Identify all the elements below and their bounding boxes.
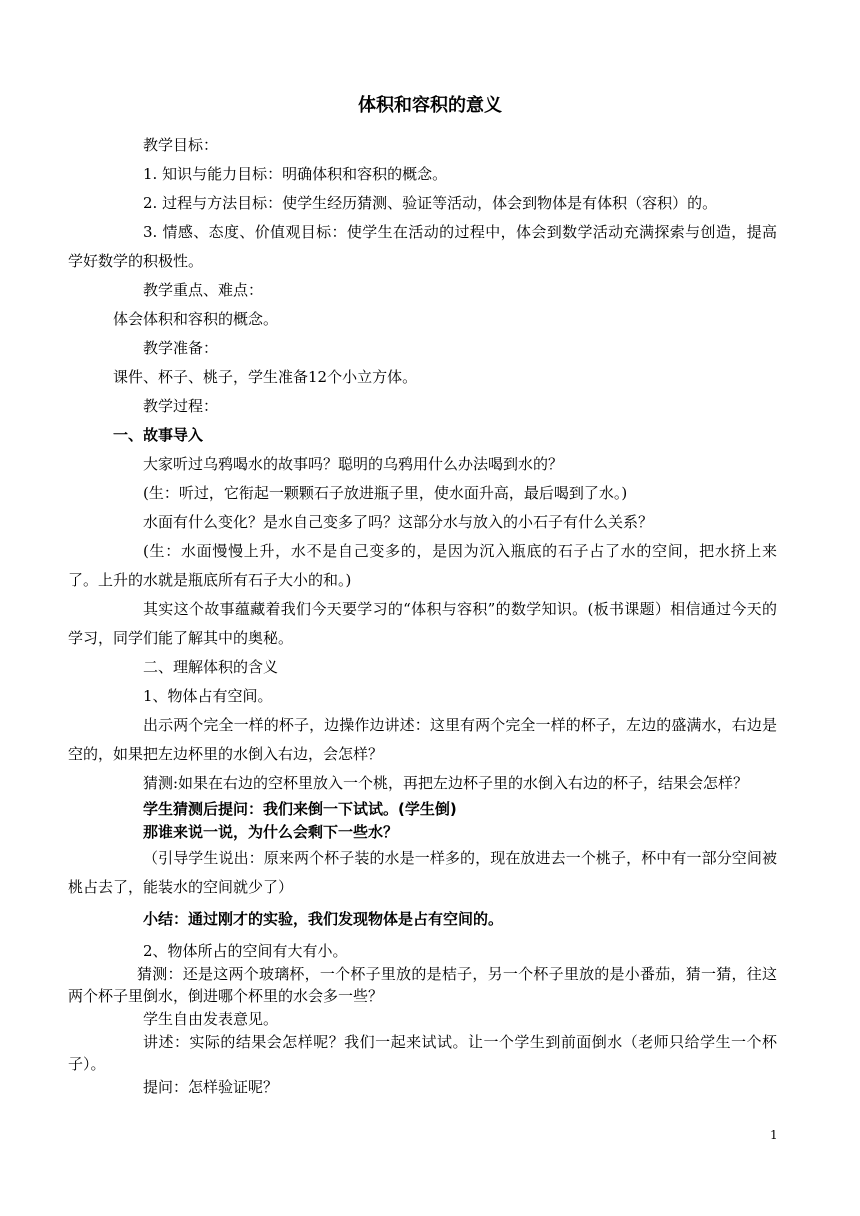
paragraph: 课件、杯子、桃子，学生准备12个小立方体。	[113, 368, 418, 386]
paragraph: （引导学生说出：原来两个杯子装的水是一样多的，现在放进去一个桃子，杯中有一部分空间被桃占去了，能装水的空间就少了）	[68, 849, 777, 896]
paragraph: 教学准备：	[143, 339, 219, 357]
paragraph: 提问：怎样验证呢？	[143, 1078, 279, 1096]
paragraph: 出示两个完全一样的杯子，边操作边讲述：这里有两个完全一样的杯子，左边的盛满水，右边是空的，如果把左边杯里的水倒入右边，会怎样？	[68, 716, 777, 763]
paragraph: 讲述：实际的结果会怎样呢？我们一起来试试。让一个学生到前面倒水（老师只给学生一个杯子）。	[68, 1033, 777, 1073]
paragraph: 1、物体占有空间。	[143, 687, 273, 705]
paragraph: 3. 情感、态度、价值观目标：使学生在活动的过程中，体会到数学活动充满探索与创造，提高学好数学的积极性。	[68, 223, 777, 270]
paragraph: 2、物体所占的空间有大有小。	[143, 942, 348, 960]
document-title: 体积和容积的意义	[358, 95, 502, 116]
paragraph: 其实这个故事蕴藏着我们今天要学习的“体积与容积”的数学知识。(板书课题）相信通过今天的学习，同学们能了解其中的奥秘。	[68, 600, 777, 647]
paragraph: 教学过程：	[143, 397, 219, 415]
paragraph-bold: 学生猜测后提问：我们来倒一下试试。(学生倒)	[143, 800, 457, 818]
paragraph: 2. 过程与方法目标：使学生经历猜测、验证等活动，体会到物体是有体积（容积）的。	[143, 194, 718, 212]
paragraph: (生：水面慢慢上升，水不是自己变多的，是因为沉入瓶底的石子占了水的空间，把水挤上来了。上升的水就是瓶底所有石子大小的和。)	[68, 542, 777, 589]
paragraph: 1. 知识与能力目标：明确体积和容积的概念。	[143, 165, 448, 183]
paragraph-bold: 那谁来说一说，为什么会剩下一些水？	[143, 823, 399, 841]
paragraph: 教学目标：	[143, 136, 219, 154]
paragraph-bold: 小结：通过刚才的实验，我们发现物体是占有空间的。	[143, 910, 504, 928]
paragraph: 教学重点、难点：	[143, 281, 264, 299]
section-heading: 二、理解体积的含义	[143, 658, 279, 676]
paragraph: 猜测:如果在右边的空杯里放入一个桃，再把左边杯子里的水倒入右边的杯子，结果会怎样？	[143, 774, 749, 792]
document-body	[68, 131, 777, 1099]
page-number: 1	[770, 1128, 778, 1142]
paragraph: 大家听过乌鸦喝水的故事吗？聪明的乌鸦用什么办法喝到水的？	[143, 455, 564, 473]
paragraph: 学生自由发表意见。	[143, 1010, 279, 1028]
paragraph: 水面有什么变化？是水自己变多了吗？这部分水与放入的小石子有什么关系？	[143, 513, 654, 531]
paragraph: 猜测：还是这两个玻璃杯，一个杯子里放的是桔子，另一个杯子里放的是小番茄，猜一猜，往这两个杯子里倒水，倒进哪个杯里的水会多一些？	[68, 965, 777, 1005]
paragraph: (生：听过，它衔起一颗颗石子放进瓶子里，使水面升高，最后喝到了水。)	[143, 484, 628, 502]
paragraph: 体会体积和容积的概念。	[113, 310, 279, 328]
section-heading: 一、故事导入	[113, 426, 204, 444]
